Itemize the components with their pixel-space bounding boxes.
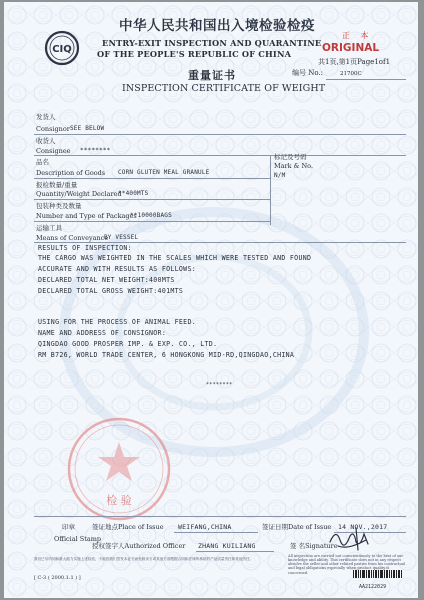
- goods-label-cn: 品名: [36, 158, 49, 166]
- consignee-label-en: Consignee: [36, 147, 71, 155]
- officer-underline: [196, 551, 274, 552]
- consignor-value: SEE BELOW: [70, 125, 105, 132]
- form-code: [ C-3 ( 2000.1.1 ) ]: [34, 575, 81, 581]
- results-line-9: RM B726, WORLD TRADE CENTER, 6 HONGKONG MID-RD,QINGDAO,CHINA: [38, 351, 295, 359]
- results-line-8: QINGDAO GOOD PROSPER IMP. & EXP. CO., LTD.: [38, 340, 218, 348]
- marks-value: N/M: [274, 172, 286, 179]
- packages-line: [34, 221, 270, 222]
- serial-underline: [326, 79, 406, 80]
- results-line-1: RESULTS OF INSPECTION:: [38, 244, 132, 252]
- conveyance-label-cn: 运输工具: [36, 224, 62, 232]
- marks-label-cn: 标记及号码: [274, 153, 307, 161]
- marks-label-en: Mark & No.: [274, 162, 314, 170]
- conveyance-label-en: Means of Conveyance: [36, 234, 109, 242]
- quantity-value: **400MTS: [118, 190, 149, 197]
- officer-label: 授权签字人Authorized Officer: [92, 542, 186, 550]
- handwritten-signature-icon: [326, 524, 374, 554]
- goods-label-en: Description of Goods: [36, 169, 106, 177]
- title-en-line1: ENTRY-EXIT INSPECTION AND QUARANTINE: [102, 38, 322, 48]
- barcode-icon: [352, 570, 404, 584]
- quantity-label-en: Quantity/Weight Declared: [36, 190, 122, 198]
- consignor-line: [34, 134, 406, 135]
- title-cn: 中华人民共和国出入境检验检疫: [119, 18, 315, 34]
- quantity-line: [34, 199, 270, 200]
- consignee-label-cn: 收货人: [36, 137, 56, 145]
- conveyance-line: [34, 242, 406, 243]
- ciq-logo-icon: [44, 30, 80, 66]
- place-value: WEIFANG,CHINA: [178, 523, 232, 531]
- barcode-number: AA2122029: [359, 584, 387, 590]
- date-value: 14 NOV.,2017: [338, 523, 388, 531]
- place-label: 签证地点Place of Issue: [92, 523, 164, 531]
- consignor-label-en: Consignor: [36, 125, 70, 133]
- original-cn-stamp: 正 本: [342, 31, 373, 40]
- certificate-title-cn: 重量证书: [188, 69, 236, 82]
- serial-label: 编号 No.:: [292, 69, 324, 77]
- title-en-line2: OF THE PEOPLE'S REPUBLIC OF CHINA: [97, 49, 292, 59]
- disclaimer-cn: 我们已尽所知和最大能力实施上述检验，不能因我们签发本证书而免除卖方或其他方面根据合同和法律所承担的产品质量责任和其他责任。: [34, 557, 254, 561]
- results-line-6: USING FOR THE PROCESS OF ANIMAL FEED.: [38, 318, 196, 326]
- conveyance-value: BY VESSEL: [104, 234, 139, 241]
- consignee-line: [34, 155, 406, 156]
- quantity-label-cn: 报检数量/重量: [36, 181, 78, 189]
- goods-value: CORN GLUTEN MEAL GRANULE: [118, 169, 210, 176]
- consignor-label-cn: 发货人: [36, 113, 56, 121]
- results-line-5: DECLARED TOTAL GROSS WEIGHT:401MTS: [38, 287, 184, 295]
- inspection-seal-icon: [64, 414, 174, 524]
- results-line-3: ACCURATE AND WITH RESULTS AS FOLLOWS:: [38, 265, 196, 273]
- disclaimer-en: All inspection are carried out conscientiously to the best of our knowledge and ability. This certificate does not in any respect absolve the seller and other related parties from his contractual and legal obligations especially when product quality is concerned.: [288, 554, 406, 575]
- date-label: 签证日期Date of Issue: [262, 523, 332, 531]
- packages-label-cn: 包装种类及数量: [36, 202, 82, 210]
- results-line-7: NAME AND ADDRESS OF CONSIGNOR:: [38, 329, 167, 337]
- place-underline: [174, 532, 258, 533]
- stamp-label-en: Official Stamp: [54, 535, 102, 543]
- consignee-value: ********: [80, 147, 111, 154]
- original-en-stamp: ORIGINAL: [322, 42, 380, 54]
- footer-top-line: [34, 516, 406, 517]
- serial-value: 21700C: [340, 71, 362, 77]
- officer-value: ZHANG KUILIANG: [198, 542, 256, 550]
- packages-label-en: Number and Type of Packages: [36, 212, 137, 220]
- certificate-title-en: INSPECTION CERTIFICATE OF WEIGHT: [122, 83, 326, 94]
- stamp-label-cn: 印章: [62, 523, 75, 531]
- results-end-mark: ********: [206, 382, 233, 388]
- page-of: 共1页,第1页Page1of1: [318, 58, 391, 66]
- seal-text: 检 验: [106, 494, 132, 507]
- packages-value: **10000BAGS: [130, 212, 172, 219]
- marks-divider: [270, 155, 271, 225]
- logo-text: CIQ: [52, 44, 72, 55]
- certificate-page: [4, 2, 418, 598]
- goods-line: [34, 178, 270, 179]
- results-line-2: THE CARGO WAS WEIGHTED IN THE SCALES WHICH WERE TESTED AND FOUND: [38, 254, 312, 262]
- results-line-4: DECLARED TOTAL NET WEIGHT:400MTS: [38, 276, 175, 284]
- signature-label: 签 名Signature: [290, 542, 338, 550]
